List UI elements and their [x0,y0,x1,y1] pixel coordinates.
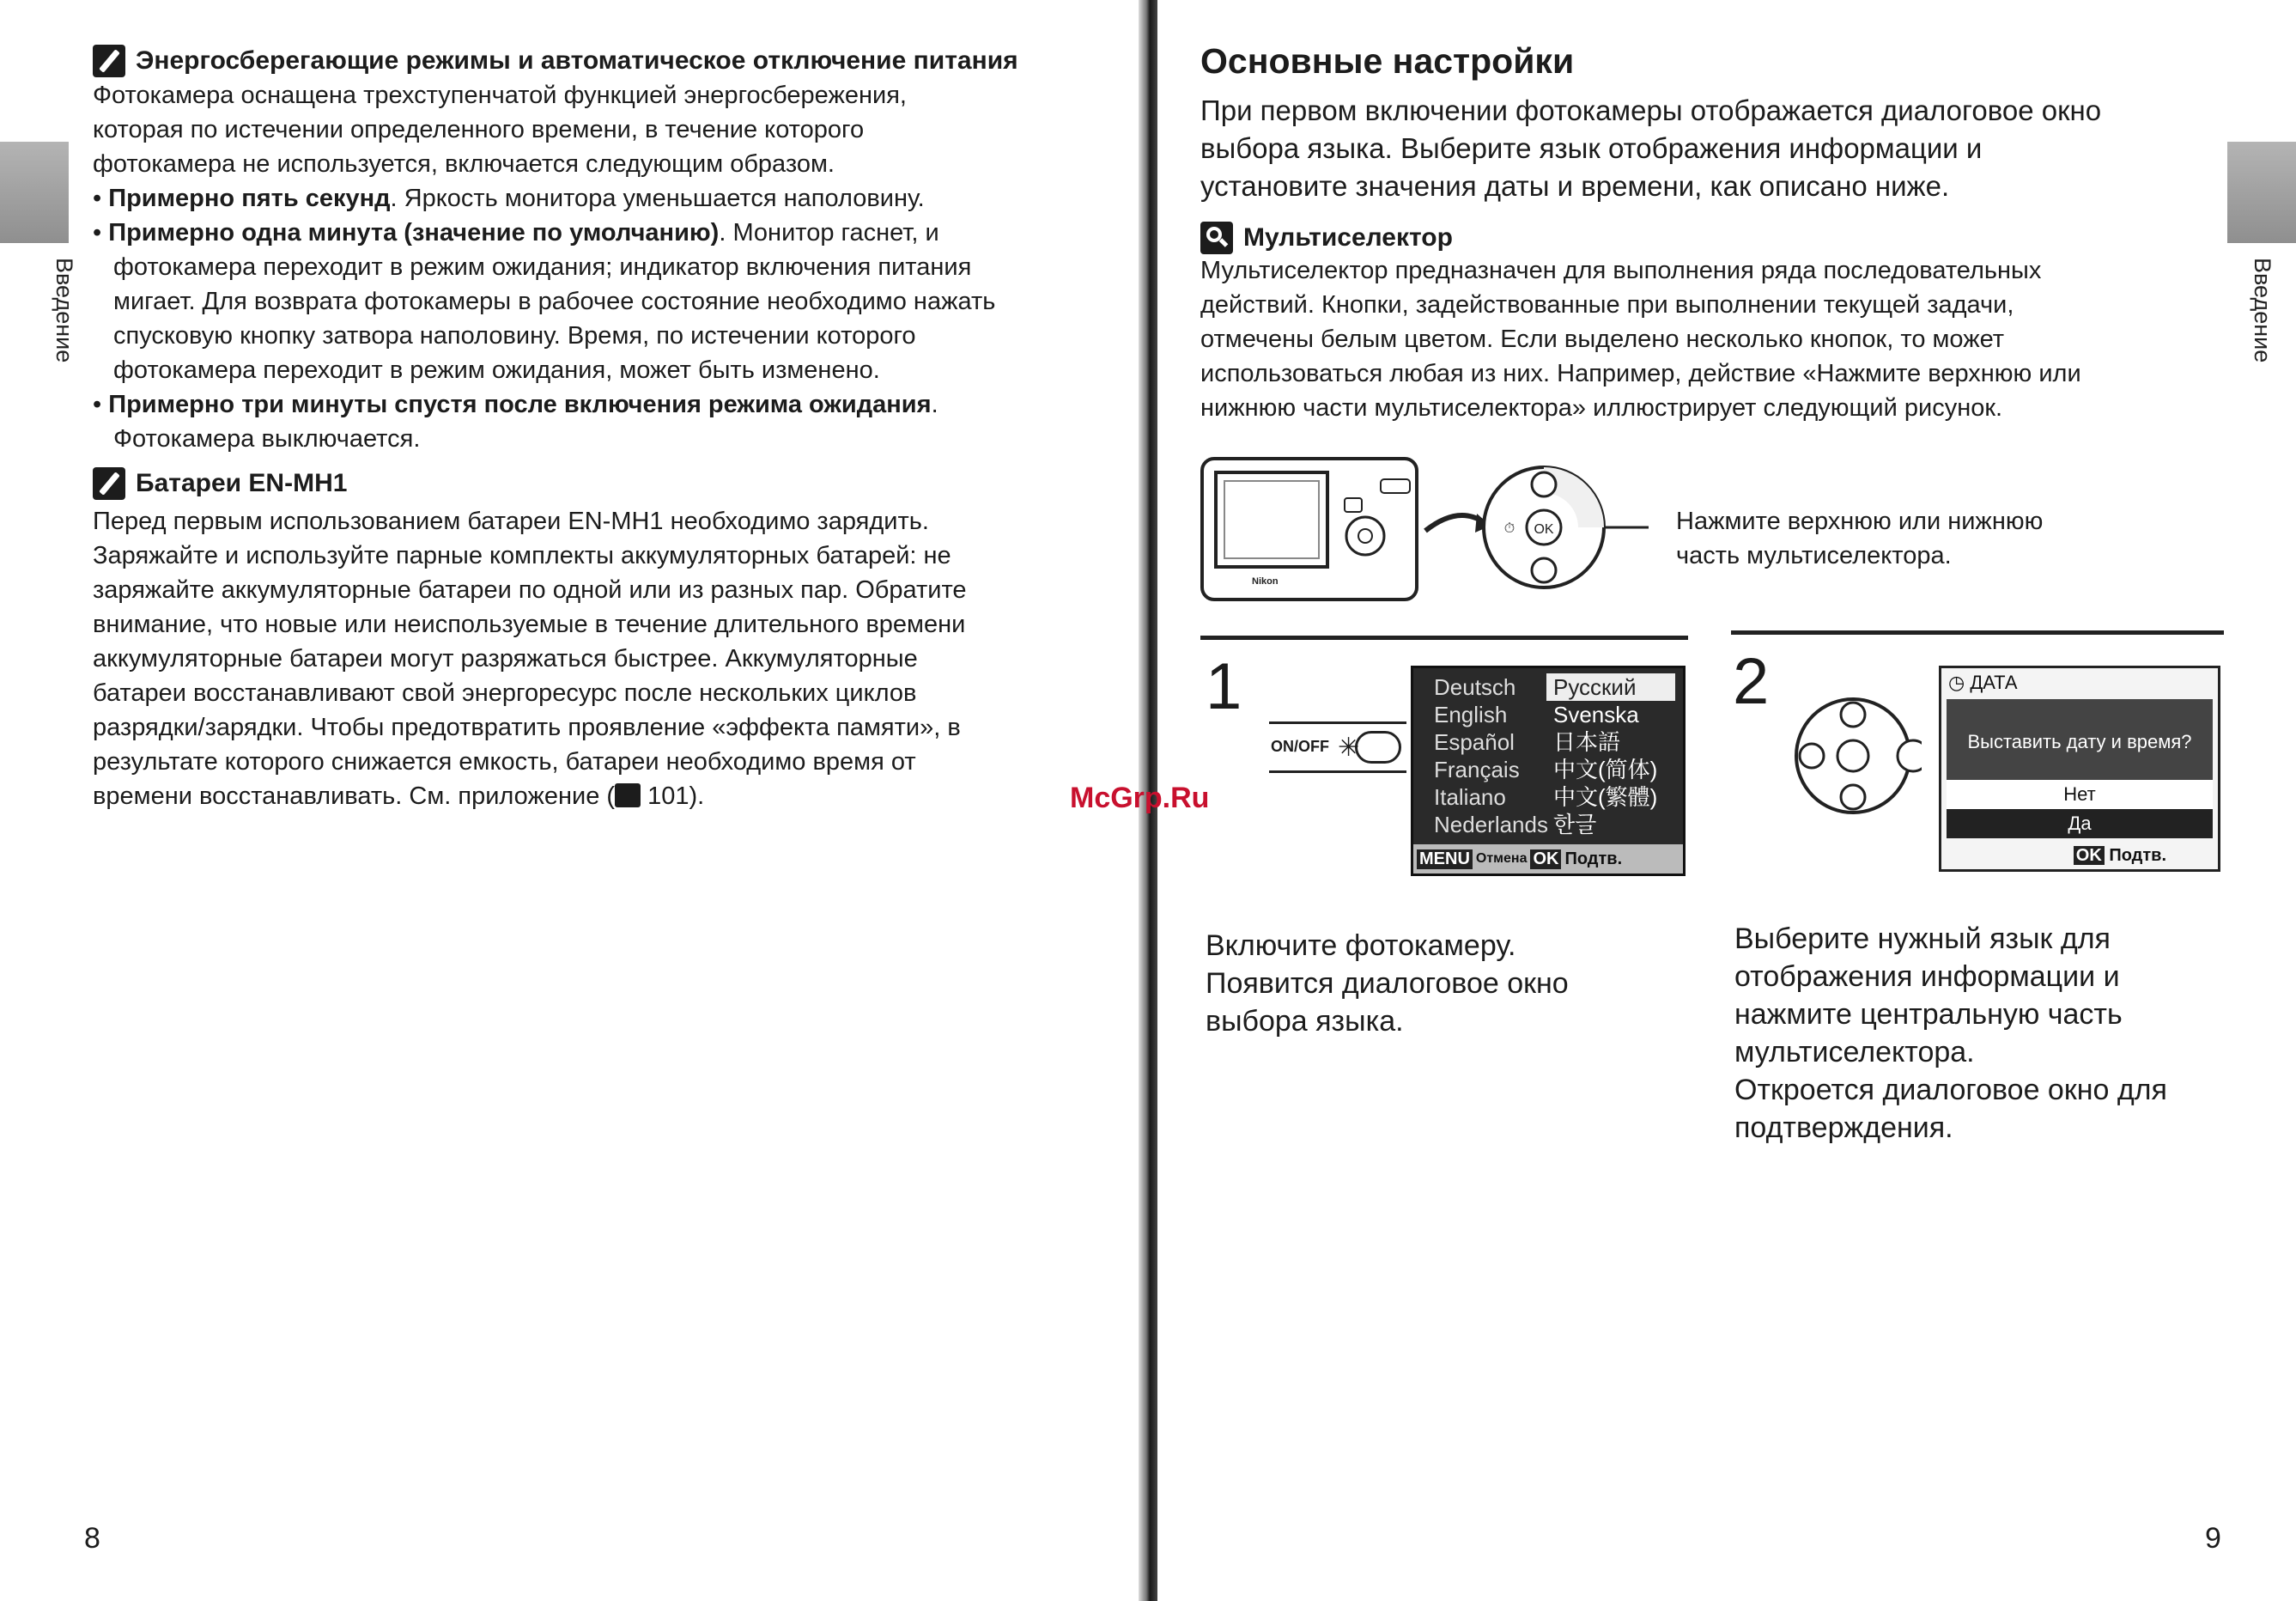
text-line: Перед первым использованием батареи EN-MH1 необходимо зарядить. [93,508,929,535]
section-tab-label: Введение [52,258,77,363]
text-line: При первом включении фотокамеры отображается диалоговое окно [1200,94,2102,126]
step1-text: Появится диалоговое окно [1206,967,1569,1000]
text-line: фотокамера не используется, включается следующим образом. [93,150,835,178]
language-option[interactable]: Italiano [1434,784,1506,810]
text-line: Фотокамера выключается. [113,425,421,453]
text-line: батареи восстанавливают свой энергоресурс после нескольких циклов [93,679,917,707]
text-line: установите значения даты и времени, как описано ниже. [1200,170,1950,202]
text-line: действий. Кнопки, задействованные при выполнении текущей задачи, [1200,291,2014,319]
step1-number: 1 [1206,650,1242,723]
text-line: времени восстанавливать. См. приложение ( 101). [93,782,705,810]
text-line: нижнюю части мультиселектора» иллюстрирует следующий рисунок. [1200,394,2003,422]
step1-divider [1200,636,1688,640]
text-line: мигает. Для возврата фотокамеры в рабочее состояние необходимо нажать [113,288,996,315]
camera-multiselector-illustration [1200,454,1681,608]
magnifier-icon [1200,222,1233,254]
step2-text: нажмите центральную часть [1734,998,2123,1031]
language-menu-screen [1411,666,1686,876]
text-line: результате которого снижается емкость, батареи необходимо время от [93,748,916,776]
page-title: Основные настройки [1200,41,1575,81]
date-dialog-screen [1939,666,2220,872]
confirm-label: Подтв. [1564,849,1623,868]
right-page [1157,0,2296,1601]
page-number: 9 [2205,1522,2221,1555]
language-option[interactable]: Français [1434,757,1520,782]
dialog-title: ◷ ДАТА [1948,672,2018,693]
bullet-item: • Примерно три минуты спустя после включения режима ожидания. [93,391,938,418]
ok-button[interactable]: OK [1530,849,1561,869]
confirm-hint: OK Подтв. [2074,846,2166,866]
text-line: использоваться любая из них. Например, действие «Нажмите верхнюю или [1200,360,2081,387]
menu-hint-bar [1413,844,1683,874]
language-option[interactable]: 日本語 [1553,729,1621,755]
section-tab-marker [0,142,69,243]
section-tab-label: Введение [2250,258,2275,363]
step2-divider [1731,630,2224,635]
text-line: отмечены белым цветом. Если выделено несколько кнопок, то может [1200,326,2005,353]
text-line: которая по истечении определенного времени, в течение которого [93,116,865,143]
text-line: Мультиселектор предназначен для выполнения ряда последовательных [1200,257,2042,284]
ok-center-button [1837,740,1868,771]
step1-text: Включите фотокамеру. [1206,929,1516,962]
step2-text: мультиселектора. [1734,1036,1975,1068]
multiselector-up-button [1532,472,1556,496]
power-button-label: ON/OFF [1271,738,1329,755]
note-pencil-icon [93,45,125,77]
cancel-label: Отмена [1475,851,1528,866]
left-page [0,0,1139,1601]
language-option[interactable]: English [1434,702,1508,727]
appendix-reference-icon [615,783,641,807]
language-option-selected[interactable]: Русский [1546,673,1675,701]
text-line: спусковую кнопку затвора наполовину. Время, по истечении которого [113,322,916,350]
step2-text: Откроется диалоговое окно для [1734,1074,2167,1106]
camera-monitor [1216,472,1327,567]
pointer-arrow [1425,515,1484,531]
language-option[interactable]: Nederlands [1434,812,1548,837]
svg-text:⏱: ⏱ [1503,521,1515,536]
callout-text: Нажмите верхнюю или нижнюю [1676,508,2044,535]
page-number: 8 [84,1522,100,1555]
watermark: McGrp.Ru [1070,782,1210,814]
language-option[interactable]: 中文(繁體) [1553,784,1658,810]
text-line: фотокамера переходит в режим ожидания, может быть изменено. [113,356,880,384]
note-heading-batteries: Батареи EN-MH1 [93,467,347,500]
step1-text: выбора языка. [1206,1005,1404,1038]
note-pencil-icon [93,467,125,500]
bullet-item: • Примерно одна минута (значение по умолчанию). Монитор гаснет, и [93,219,939,247]
bullet-item: • Примерно пять секунд. Яркость монитора уменьшается наполовину. [93,185,925,212]
camera-brand: Nikon [1252,576,1279,587]
flash-burst-icon: ✳ [1338,734,1360,762]
language-option[interactable]: Español [1434,729,1515,755]
dialog-option-yes[interactable]: Да [1947,809,2213,838]
step2-text: подтверждения. [1734,1111,1953,1144]
dialog-option-no[interactable]: Нет [1947,780,2213,809]
language-option[interactable]: 한글 [1553,812,1597,837]
text-line: внимание, что новые или неиспользуемые в течение длительного времени [93,611,966,638]
step2-multiselector [1793,687,1922,816]
power-button-graphic [1269,721,1406,773]
callout-text: часть мультиселектора. [1676,542,1952,569]
text-line: заряжайте аккумуляторные батареи по одной или из разных пар. Обратите [93,576,967,604]
svg-text:OK: OK [1534,522,1554,537]
language-option[interactable]: 中文(简体) [1553,757,1658,782]
dialog-question: Выставить дату и время? [1947,699,2213,785]
language-option[interactable]: Svenska [1553,702,1639,727]
note-heading-power-saving: Энергосберегающие режимы и автоматическое отключение питания [93,45,1018,77]
step2-text: Выберите нужный язык для [1734,922,2111,955]
language-option[interactable]: Deutsch [1434,674,1516,700]
text-line: Фотокамера оснащена трехступенчатой функцией энергосбережения, [93,82,907,109]
text-line: Заряжайте и используйте парные комплекты аккумуляторных батарей: не [93,542,951,569]
text-line: аккумуляторные батареи могут разряжаться быстрее. Аккумуляторные [93,645,918,673]
step2-number: 2 [1733,645,1770,718]
menu-button[interactable]: MENU [1417,849,1473,869]
text-line: фотокамера переходит в режим ожидания; индикатор включения питания [113,253,972,281]
multiselector-down-button [1532,558,1556,582]
step2-text: отображения информации и [1734,960,2120,993]
section-tab-marker [2227,142,2296,243]
text-line: разрядки/зарядки. Чтобы предотвратить проявление «эффекта памяти», в [93,714,961,741]
text-line: выбора языка. Выберите язык отображения информации и [1200,132,1983,164]
multiselector-heading: Мультиселектор [1200,222,1453,254]
